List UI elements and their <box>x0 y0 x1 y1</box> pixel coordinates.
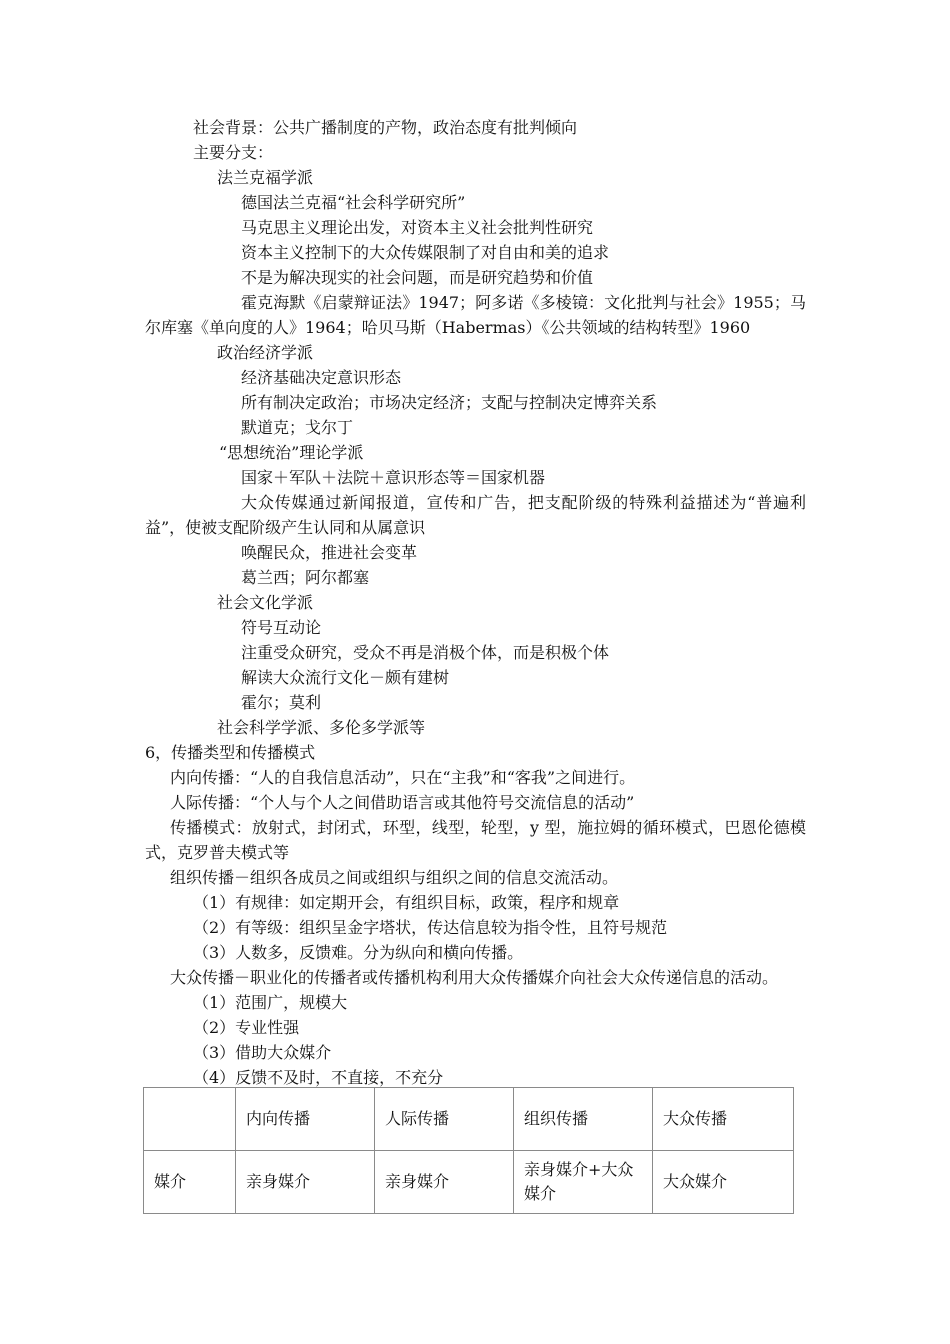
table-cell <box>144 1088 236 1151</box>
text-line: 式，克罗普夫模式等 <box>145 843 290 862</box>
table-cell: 大众媒介 <box>653 1151 794 1214</box>
table-cell: 大众传播 <box>653 1088 794 1151</box>
table-cell: 亲身媒介 <box>236 1151 375 1214</box>
text-line: 人际传播：“个人与个人之间借助语言或其他符号交流信息的活动” <box>170 793 635 812</box>
list-item: （3）人数多，反馈难。分为纵向和横向传播。 <box>193 943 524 962</box>
list-item: （1）范围广，规模大 <box>193 993 348 1012</box>
text-line: 内向传播：“人的自我信息活动”，只在“主我”和“客我”之间进行。 <box>170 768 636 787</box>
text-line: 传播模式：放射式，封闭式，环型，线型，轮型，y 型，施拉姆的循环模式，巴恩伦德模 <box>170 818 806 837</box>
text-line: 社会科学学派、多伦多学派等 <box>217 718 426 737</box>
list-item: （3）借助大众媒介 <box>193 1043 332 1062</box>
text-line: 不是为解决现实的社会问题，而是研究趋势和价值 <box>241 268 594 287</box>
text-line: 主要分支： <box>193 143 274 162</box>
table-cell: 亲身媒介+大众媒介 <box>514 1151 653 1214</box>
text-line: 益”，使被支配阶级产生认同和从属意识 <box>145 518 426 537</box>
list-item: （1）有规律：如定期开会，有组织目标，政策，程序和规章 <box>193 893 620 912</box>
list-item: （4）反馈不及时，不直接，不充分 <box>193 1068 444 1087</box>
text-line: 符号互动论 <box>241 618 322 637</box>
section-heading: “思想统治”理论学派 <box>219 443 364 462</box>
text-line: 霍克海默《启蒙辩证法》1947；阿多诺《多棱镜：文化批判与社会》1955；马 <box>241 293 806 312</box>
section-heading: 法兰克福学派 <box>217 168 314 187</box>
text-line: 解读大众流行文化－颇有建树 <box>241 668 450 687</box>
table-cell: 组织传播 <box>514 1088 653 1151</box>
table-cell: 内向传播 <box>236 1088 375 1151</box>
text-line: 尔库塞《单向度的人》1964；哈贝马斯（Habermas）《公共领域的结构转型》1960 <box>145 318 751 337</box>
text-line: 默道克；戈尔丁 <box>241 418 354 437</box>
text-line: 组织传播－组织各成员之间或组织与组织之间的信息交流活动。 <box>170 868 619 887</box>
text-line: 唤醒民众，推进社会变革 <box>241 543 418 562</box>
section-heading: 政治经济学派 <box>217 343 314 362</box>
text-line: 大众传媒通过新闻报道，宣传和广告，把支配阶级的特殊利益描述为“普遍利 <box>241 493 806 512</box>
list-item: （2）有等级：组织呈金字塔状，传达信息较为指令性，且符号规范 <box>193 918 668 937</box>
text-line: 大众传播－职业化的传播者或传播机构利用大众传播媒介向社会大众传递信息的活动。 <box>170 968 779 987</box>
list-item: （2）专业性强 <box>193 1018 300 1037</box>
text-line: 国家＋军队＋法院＋意识形态等＝国家机器 <box>241 468 546 487</box>
section-heading: 6，传播类型和传播模式 <box>145 743 316 762</box>
section-heading: 社会文化学派 <box>217 593 314 612</box>
text-line: 经济基础决定意识形态 <box>241 368 402 387</box>
table-header-row <box>144 1088 794 1151</box>
table-cell: 人际传播 <box>375 1088 514 1151</box>
comparison-table <box>143 1087 794 1214</box>
table-row <box>144 1151 794 1214</box>
text-line: 马克思主义理论出发，对资本主义社会批判性研究 <box>241 218 594 237</box>
table-cell: 媒介 <box>144 1151 236 1214</box>
text-line: 德国法兰克福“社会科学研究所” <box>241 193 466 212</box>
text-line: 所有制决定政治；市场决定经济；支配与控制决定博弈关系 <box>241 393 658 412</box>
text-line: 社会背景：公共广播制度的产物，政治态度有批判倾向 <box>193 118 578 137</box>
text-line: 资本主义控制下的大众传媒限制了对自由和美的追求 <box>241 243 610 262</box>
text-line: 霍尔；莫利 <box>241 693 322 712</box>
text-line: 葛兰西；阿尔都塞 <box>241 568 370 587</box>
table-cell: 亲身媒介 <box>375 1151 514 1214</box>
text-line: 注重受众研究，受众不再是消极个体，而是积极个体 <box>241 643 610 662</box>
